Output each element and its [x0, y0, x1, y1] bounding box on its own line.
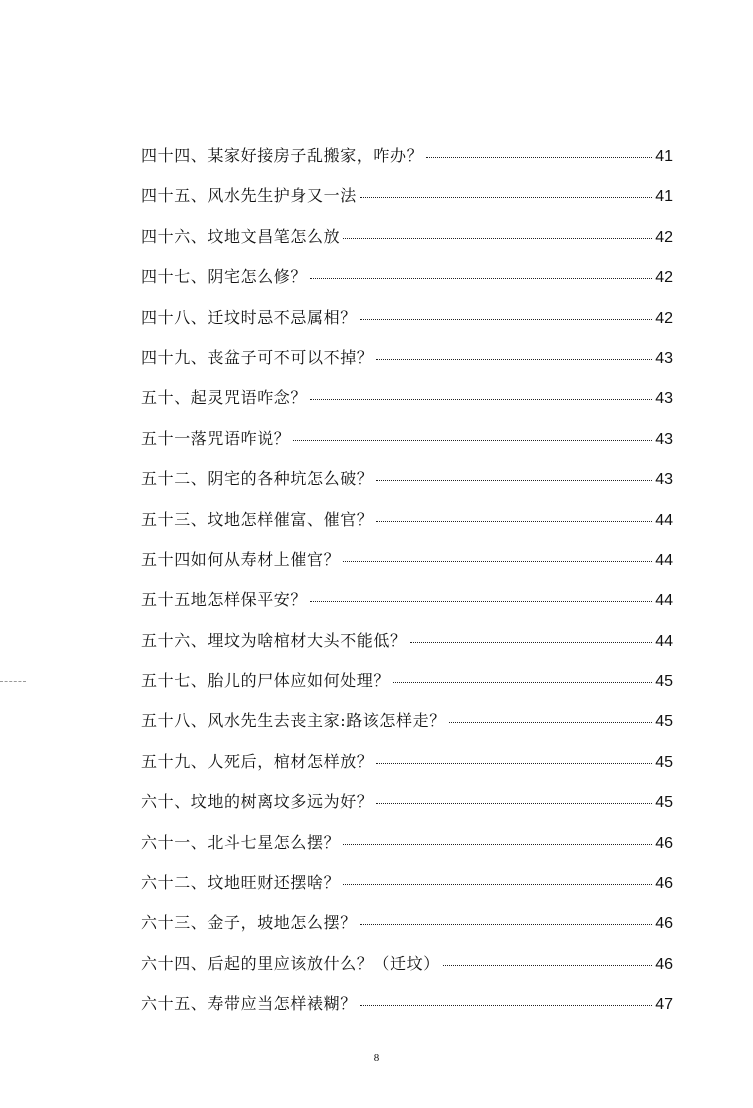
toc-entry-page: 45 [655, 673, 673, 691]
toc-entry-page: 43 [655, 471, 673, 489]
toc-entry [141, 507, 673, 547]
toc-entry [141, 708, 673, 748]
toc-entry [141, 385, 673, 425]
toc-entry-page: 44 [655, 592, 673, 610]
toc-entry [141, 628, 673, 668]
toc-leader-dots [376, 803, 652, 804]
toc-entry [141, 991, 673, 1031]
toc-entry [141, 183, 673, 223]
toc-entry [141, 749, 673, 789]
toc-entry-page: 44 [655, 511, 673, 529]
toc-entry [141, 830, 673, 870]
toc-entry-title: 五十四如何从寿材上催官？ [141, 549, 341, 569]
toc-entry [141, 668, 673, 708]
toc-entry-title: 五十八、风水先生去丧主家:路该怎样走？ [141, 711, 446, 731]
toc-entry-title: 六十一、北斗七星怎么摆？ [141, 832, 341, 852]
toc-entry-page: 46 [655, 834, 673, 852]
toc-entry-page: 43 [655, 430, 673, 448]
toc-entry-title: 四十五、风水先生护身又一法 [141, 186, 357, 206]
toc-leader-dots [376, 521, 652, 522]
toc-leader-dots [410, 642, 653, 643]
toc-leader-dots [360, 197, 652, 198]
toc-entry-title: 五十三、坟地怎样催富、催官？ [141, 509, 374, 529]
toc-entry-page: 46 [655, 915, 673, 933]
toc-leader-dots [449, 722, 652, 723]
toc-entry-page: 43 [655, 349, 673, 367]
toc-entry [141, 547, 673, 587]
toc-entry [141, 951, 673, 991]
toc-entry-title: 五十七、胎儿的尸体应如何处理？ [141, 671, 391, 691]
toc-entry [141, 345, 673, 385]
scan-margin-mark [0, 681, 26, 683]
toc-leader-dots [343, 561, 652, 562]
toc-entry-page: 47 [655, 996, 673, 1014]
toc-leader-dots [376, 763, 652, 764]
toc-entry-title: 六十三、金子，坡地怎么摆？ [141, 913, 357, 933]
table-of-contents [141, 143, 673, 1032]
toc-entry [141, 264, 673, 304]
toc-entry-title: 五十九、人死后，棺材怎样放？ [141, 751, 374, 771]
toc-entry [141, 789, 673, 829]
toc-entry-title: 四十四、某家好接房子乱搬家，咋办？ [141, 146, 424, 165]
toc-entry-title: 四十六、坟地文昌笔怎么放 [141, 226, 341, 246]
toc-entry-title: 六十、坟地的树离坟多远为好？ [141, 792, 374, 812]
toc-entry [141, 466, 673, 506]
toc-entry-page: 46 [655, 955, 673, 973]
toc-leader-dots [343, 884, 652, 885]
toc-entry-page: 45 [655, 794, 673, 812]
toc-leader-dots [376, 480, 652, 481]
toc-entry-page: 45 [655, 713, 673, 731]
toc-entry-title: 五十五地怎样保平安？ [141, 590, 308, 610]
page-number: 8 [373, 1052, 380, 1064]
toc-leader-dots [310, 601, 652, 602]
toc-entry-title: 五十六、埋坟为啥棺材大头不能低？ [141, 630, 407, 650]
toc-entry-title: 五十一落咒语咋说？ [141, 428, 291, 448]
toc-leader-dots [376, 359, 652, 360]
toc-entry-page: 42 [655, 228, 673, 246]
toc-entry-title: 五十二、阴宅的各种坑怎么破？ [141, 469, 374, 489]
toc-entry [141, 587, 673, 627]
toc-entry [141, 305, 673, 345]
toc-leader-dots [360, 1005, 652, 1006]
toc-entry [141, 910, 673, 950]
toc-entry [141, 143, 673, 183]
toc-leader-dots [343, 844, 652, 845]
toc-leader-dots [343, 238, 652, 239]
toc-entry [141, 870, 673, 910]
toc-leader-dots [360, 924, 652, 925]
toc-leader-dots [310, 399, 652, 400]
toc-leader-dots [443, 965, 652, 966]
toc-entry-title: 六十五、寿带应当怎样裱糊？ [141, 994, 357, 1014]
toc-leader-dots [293, 440, 652, 441]
toc-entry-title: 六十二、坟地旺财还摆啥？ [141, 873, 341, 893]
toc-entry [141, 426, 673, 466]
toc-entry-title: 四十九、丧盆子可不可以不掉？ [141, 347, 374, 367]
toc-leader-dots [360, 319, 652, 320]
toc-entry [141, 224, 673, 264]
toc-entry-page: 44 [655, 551, 673, 569]
toc-entry-title: 五十、起灵咒语咋念？ [141, 388, 308, 408]
toc-entry-page: 46 [655, 875, 673, 893]
toc-leader-dots [426, 157, 652, 158]
toc-entry-title: 四十七、阴宅怎么修？ [141, 267, 308, 287]
toc-entry-page: 44 [655, 632, 673, 650]
toc-entry-title: 四十八、迁坟时忌不忌属相？ [141, 307, 357, 327]
toc-entry-title: 六十四、后起的里应该放什么？（迁坟） [141, 953, 440, 973]
toc-entry-page: 45 [655, 753, 673, 771]
toc-entry-page: 42 [655, 309, 673, 327]
toc-entry-page: 43 [655, 390, 673, 408]
toc-leader-dots [310, 278, 652, 279]
toc-entry-page: 41 [655, 148, 673, 165]
toc-entry-page: 42 [655, 269, 673, 287]
toc-leader-dots [393, 682, 652, 683]
toc-entry-page: 41 [655, 188, 673, 206]
